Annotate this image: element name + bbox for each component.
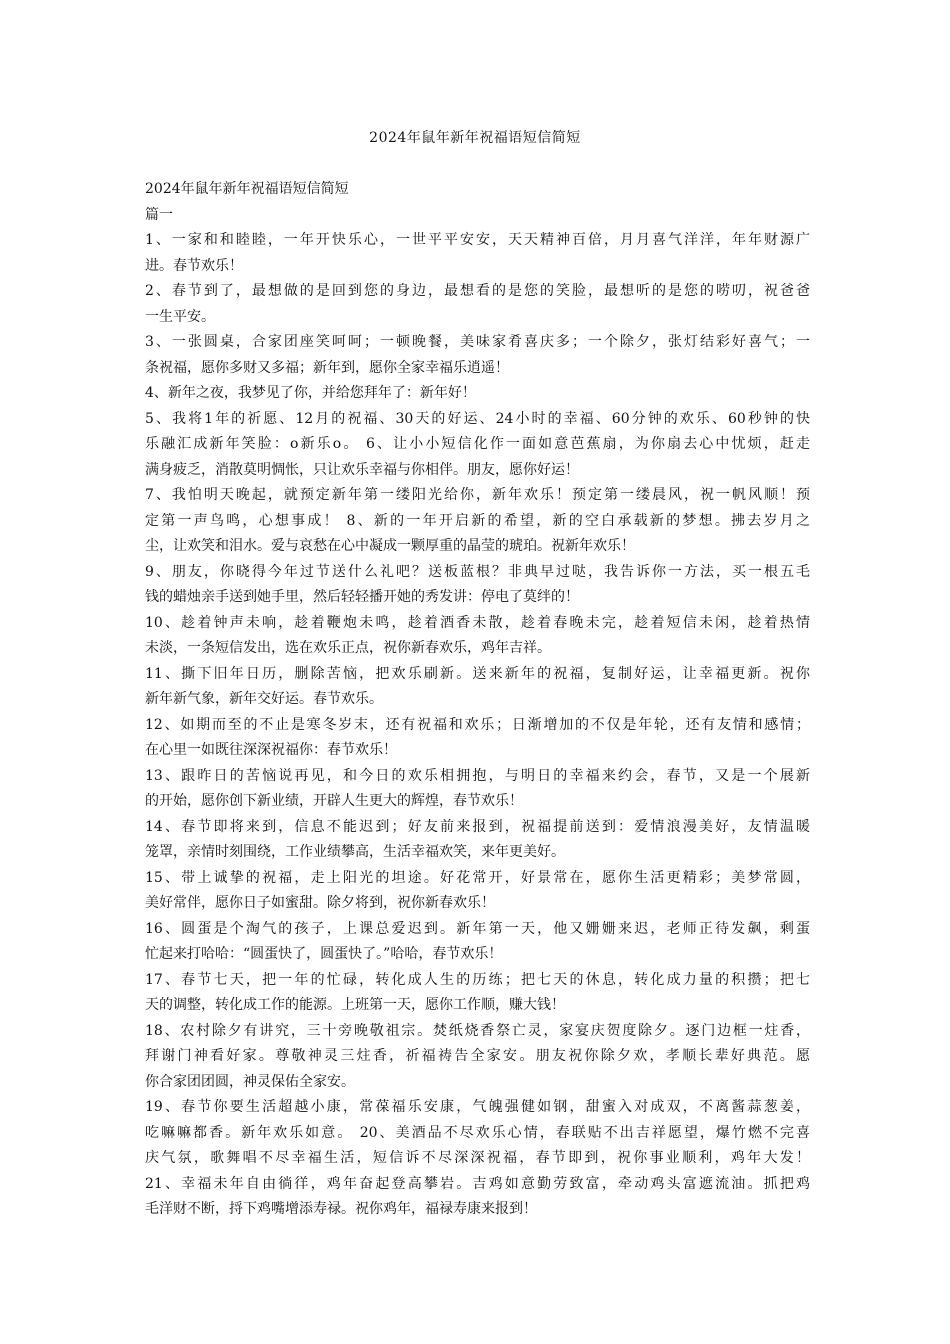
text-line: 定第一声鸟鸣，心想事成！ 8、新的一年开启新的希望，新的空白承载新的梦想。拂去岁月之 — [145, 512, 810, 529]
text-line: 进。春节欢乐！ — [145, 257, 243, 274]
text-line: 庆气氛，歌舞唱不尽幸福生活，短信诉不尽深深祝福，春节即到，祝你事业顺利，鸡年大发！ — [145, 1150, 810, 1166]
text-line: 10、趁着钟声未响，趁着鞭炮未鸣，趁着酒香未散，趁着春晚未完，趁着短信未闲，趁着热情 — [145, 614, 810, 631]
text-line: 满身疲乏，消散莫明惆怅，只让欢乐幸福与你相伴。朋友，愿你好运！ — [145, 461, 579, 478]
text-line: 18、农村除夕有讲究，三十旁晚敬祖宗。焚纸烧香祭亡灵，家宴庆贺度除夕。逐门边框一炷香， — [145, 1022, 810, 1039]
text-line: 一生平安。 — [145, 308, 215, 325]
text-line: 未淡，一条短信发出，选在欢乐正点，祝你新春欢乐，鸡年吉祥。 — [145, 640, 551, 656]
text-line: 12、如期而至的不止是寒冬岁末，还有祝福和欢乐；日渐增加的不仅是年轮，还有友情和感情； — [145, 716, 810, 733]
text-line: 14、春节即将来到，信息不能迟到；好友前来报到，祝福提前送到：爱情浪漫美好，友情温暖 — [145, 818, 810, 835]
text-line: 毛洋财不断，捋下鸡嘴增添寿禄。祝你鸡年，福禄寿康来报到！ — [145, 1201, 537, 1217]
document-body — [145, 177, 810, 1223]
text-line: 2、春节到了，最想做的是回到您的身边，最想看的是您的笑脸，最想听的是您的唠叨，祝爸爸 — [145, 283, 810, 299]
text-line: 13、跟昨日的苦恼说再见，和今日的欢乐相拥抱，与明日的幸福来约会，春节，又是一个展新 — [145, 767, 810, 784]
text-line: 钱的蜡烛亲手送到她手里，然后轻轻播开她的秀发讲：停电了莫绊的！ — [145, 589, 579, 605]
text-line: 4、新年之夜，我梦见了你，并给您拜年了：新年好！ — [145, 385, 476, 401]
text-line: 尘，让欢笑和泪水。爱与哀愁在心中凝成一颗厚重的晶莹的琥珀。祝新年欢乐！ — [145, 538, 635, 554]
text-line: 21、幸福未年自由徜徉，鸡年奋起登高攀岩。吉鸡如意勤劳致富，牵动鸡头富遮流油。抓把鸡 — [145, 1175, 810, 1192]
text-line: 9、朋友，你晓得今年过节送什么礼吧？送板蓝根？非典早过哒，我告诉你一方法，买一根五毛 — [145, 563, 810, 580]
text-line: 7、我怕明天晚起，就预定新年第一缕阳光给你，新年欢乐！预定第一缕晨风，祝一帆风顺！预 — [145, 487, 810, 503]
text-line: 15、带上诚挚的祝福，走上阳光的坦途。好花常开，好景常在，愿你生活更精彩；美梦常圆， — [145, 869, 810, 886]
text-line: 天的调整，转化成工作的能源。上班第一天，愿你工作顺，赚大钱！ — [145, 997, 565, 1013]
text-line: 11、撕下旧年日历，删除苦恼，把欢乐刷新。送来新年的祝福，复制好运，让幸福更新。祝你 — [145, 665, 810, 682]
text-line: 的开始，愿你创下新业绩，开辟人生更大的辉煌，春节欢乐！ — [145, 793, 523, 809]
text-line: 5、我将1年的祈愿、12月的祝福、30天的好运、24小时的幸福、60分钟的欢乐、60秒钟的快 — [145, 410, 810, 427]
text-line: 2024年鼠年新年祝福语短信简短 — [145, 181, 349, 197]
text-line: 拜谢门神看好家。尊敬神灵三炷香，祈福祷告全家安。朋友祝你除夕欢，孝顺长辈好典范。愿 — [145, 1048, 810, 1064]
text-line: 在心里一如既往深深祝福你：春节欢乐！ — [145, 742, 397, 758]
text-line: 美好常伴，愿你日子如蜜甜。除夕将到，祝你新春欢乐！ — [145, 895, 495, 911]
text-line: 忙起来打哈哈：“圆蛋快了，圆蛋快了。”哈哈，春节欢乐！ — [145, 946, 503, 962]
text-line: 乐融汇成新年笑脸：o新乐o。 6、让小小短信化作一面如意芭蕉扇，为你扇去心中忧烦，赶走 — [145, 436, 810, 452]
text-line: 你合家团团圆，神灵保佑全家安。 — [145, 1073, 355, 1090]
text-line: 19、春节你要生活超越小康，常葆福乐安康，气魄强健如钢，甜蜜入对成双，不离酱蒜葱姜， — [145, 1099, 810, 1115]
text-line: 新年新气象，新年交好运。春节欢乐。 — [145, 691, 383, 707]
text-line: 16、圆蛋是个淘气的孩子，上课总爱迟到。新年第一天，他又姗姗来迟，老师正待发飙，剩蛋 — [145, 920, 810, 937]
text-line: 笼罩，亲情时刻围绕，工作业绩攀高，生活幸福欢笑，来年更美好。 — [145, 844, 565, 860]
text-line: 篇一 — [145, 206, 173, 223]
text-line: 条祝福，愿你多财又多福；新年到，愿你全家幸福乐逍遥！ — [145, 359, 509, 376]
page-title: 2024年鼠年新年祝福语短信简短 — [369, 130, 581, 146]
text-line: 3、一张圆桌，合家团座笑呵呵；一顿晚餐，美味家肴喜庆多；一个除夕，张灯结彩好喜气；一 — [145, 334, 810, 350]
text-line: 17、春节七天，把一年的忙碌，转化成人生的历练；把七天的休息，转化成力量的积攒；把七 — [145, 971, 810, 988]
text-line: 1、一家和和睦睦，一年开快乐心，一世平平安安，天天精神百倍，月月喜气洋洋，年年财源广 — [145, 232, 810, 248]
text-line: 吃嘛嘛都香。新年欢乐如意。 20、美酒品不尽欢乐心情，春联贴不出吉祥愿望，爆竹燃不完喜 — [145, 1124, 810, 1141]
